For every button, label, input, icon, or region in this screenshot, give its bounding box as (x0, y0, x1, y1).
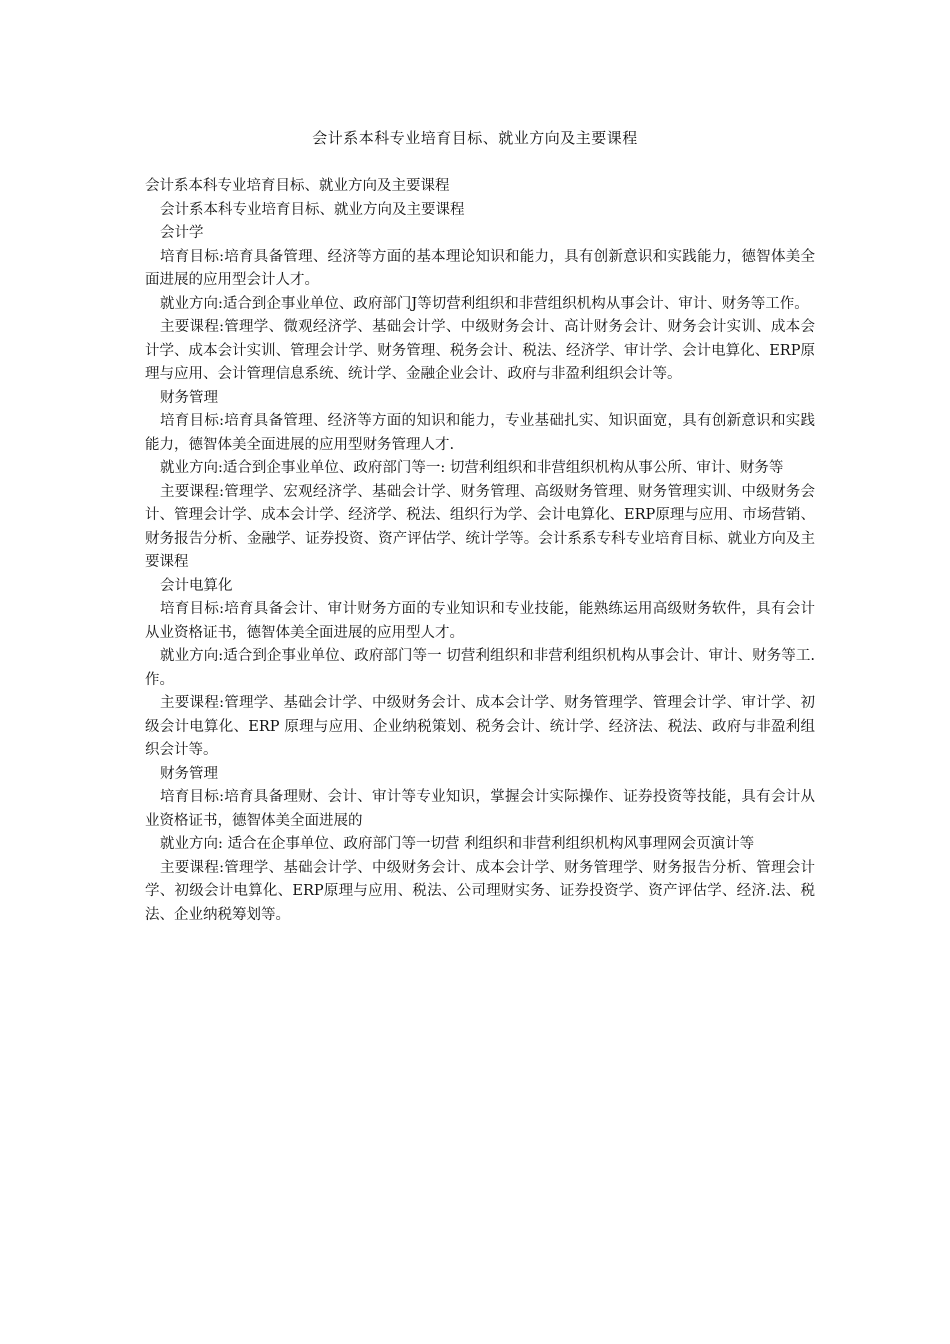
paragraph: 培育目标:培育具备管理、经济等方面的知识和能力，专业基础扎实、知识面宽，具有创新意识和实践能力，德智体美全面进展的应用型财务管理人才. (145, 413, 815, 453)
paragraph: 会计电算化 (160, 577, 233, 594)
page-title: 会计系本科专业培育目标、就业方向及主要课程 (312, 129, 638, 147)
paragraph: 培育目标:培育具备理财、会计、审计等专业知识，掌握会计实际操作、证券投资等技能，具有会计从业资格证书，德智体美全面进展的 (145, 789, 815, 829)
paragraph: 财务管理 (160, 765, 218, 782)
paragraph: 会计学 (160, 225, 204, 241)
paragraph: 就业方向:适合到企事业单位、政府部门J等切营利组织和非营组织机构从事会计、审计、财务等工作。 (160, 295, 809, 312)
paragraph: 主要课程:管理学、宏观经济学、基础会计学、财务管理、高级财务管理、财务管理实训、中级财务会计、管理会计学、成本会计学、经济学、税法、组织行为学、会计电算化、ERP原理与应用、市场营销、财务报告分析、金融学、证券投资、资产评估学、统计学等。会计系系专科专业培育目标、就业方向及主要课程 (145, 483, 815, 570)
document-body (145, 175, 815, 927)
paragraph: 主要课程:管理学、基础会计学、中级财务会计、成本会计学、财务管理学、管理会计学、审计学、初级会计电算化、ERP 原理与应用、企业纳税策划、税务会计、统计学、经济法、税法、政府与非盈利组织会计等。 (145, 695, 815, 758)
paragraph: 主要课程:管理学、基础会计学、中级财务会计、成本会计学、财务管理学、财务报告分析、管理会计学、初级会计电算化、ERP原理与应用、税法、公司理财实务、证券投资学、资产评估学、经济.法、税法、企业纳税筹划等。 (145, 859, 815, 923)
paragraph: 培育目标:培育具备管理、经济等方面的基本理论知识和能力，具有创新意识和实践能力，德智体美全面进展的应用型会计人才。 (145, 248, 815, 288)
paragraph: 培育目标:培育具备会计、审计财务方面的专业知识和专业技能，能熟练运用高级财务软件，具有会计从业资格证书，德智体美全面进展的应用型人才。 (145, 601, 815, 641)
paragraph: 会计系本科专业培育目标、就业方向及主要课程 (160, 201, 465, 218)
paragraph: 财务管理 (160, 389, 218, 406)
paragraph: 主要课程:管理学、微观经济学、基础会计学、中级财务会计、高计财务会计、财务会计实训、成本会计学、成本会计实训、管理会计学、财务管理、税务会计、税法、经济学、审计学、会计电算化、ERP原理与应用、会计管理信息系统、统计学、金融企业会计、政府与非盈利组织会计等。 (145, 319, 815, 382)
paragraph: 就业方向:适合到企事业单位、政府部门等一: 切营利组织和非营组织机构从事公所、审计、财务等 (160, 460, 784, 476)
paragraph: 就业方向: 适合在企事单位、政府部门等一切营 利组织和非营利组织机构风事理网会页演计等 (160, 836, 755, 852)
paragraph: 就业方向:适合到企事业单位、政府部门等一 切营利组织和非营利组织机构从事会计、审计、财务等工.作。 (145, 648, 815, 688)
paragraph: 会计系本科专业培育目标、就业方向及主要课程 (145, 178, 450, 194)
